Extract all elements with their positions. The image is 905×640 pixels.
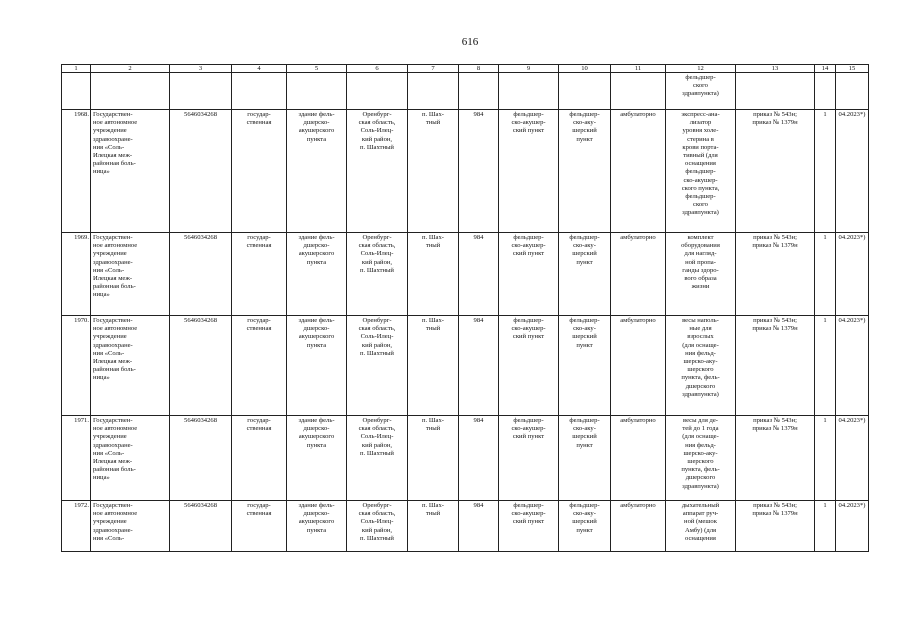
table-row — [62, 316, 869, 416]
organization-cell: Государствен- ное автономное учреждение здравоохране- ния «Соль- Илецкая меж- районная боль- ница» — [91, 110, 170, 233]
ownership-cell: государ- ственная — [232, 110, 287, 233]
row-number-cell: 1970. — [62, 316, 91, 416]
care-type-cell: амбулаторно — [611, 316, 666, 416]
column-number: 1 — [62, 65, 91, 73]
address-cell: Оренбург- ская область, Соль-Илец- кий район, п. Шахтный — [347, 416, 408, 501]
quantity-cell: 1 — [815, 316, 836, 416]
column-number-row — [62, 65, 869, 73]
equipment-cell: экспресс-ана- лизатор уровня холе- стерина в крови порта- тивный (для оснащения фельдшер- ско-акушер- ского пункта, фельдшер- ского здравпункта) — [666, 110, 736, 233]
column-number: 6 — [347, 65, 408, 73]
row-number-cell: 1971. — [62, 416, 91, 501]
order-cell: приказ № 543н; приказ № 1379н — [736, 501, 815, 552]
unit-cell: фельдшер- ско-аку- шерский пункт — [559, 110, 611, 233]
facility-type-cell: фельдшер- ско-акушер- ский пункт — [499, 110, 559, 233]
column-number: 2 — [91, 65, 170, 73]
date-cell: 04.2023*) — [836, 501, 869, 552]
inn-cell: 5646034268 — [170, 233, 232, 316]
unit-cell: фельдшер- ско-аку- шерский пункт — [559, 233, 611, 316]
settlement-cell: п. Шах- тный — [408, 416, 459, 501]
unit-cell: фельдшер- ско-аку- шерский пункт — [559, 316, 611, 416]
column-number: 3 — [170, 65, 232, 73]
building-cell: здание фель- дшерско- акушерского пункта — [287, 501, 347, 552]
address-cell: Оренбург- ская область, Соль-Илец- кий район, п. Шахтный — [347, 316, 408, 416]
inn-cell: 5646034268 — [170, 416, 232, 501]
quantity-cell: 1 — [815, 233, 836, 316]
inn-cell: 5646034268 — [170, 110, 232, 233]
organization-cell: Государствен- ное автономное учреждение здравоохране- ния «Соль- — [91, 501, 170, 552]
equipment-cell: дыхательный аппарат руч- ной (мешок Амбу) (для оснащения — [666, 501, 736, 552]
quantity-cell: 1 — [815, 110, 836, 233]
page-number: 616 — [461, 36, 479, 48]
quantity-cell: 1 — [815, 416, 836, 501]
order-cell: приказ № 543н; приказ № 1379н — [736, 416, 815, 501]
equipment-cell: фельдшер- ского здравпункта) — [666, 73, 736, 110]
building-cell: здание фель- дшерско- акушерского пункта — [287, 316, 347, 416]
order-cell: приказ № 543н; приказ № 1379н — [736, 316, 815, 416]
facility-type-cell: фельдшер- ско-акушер- ский пункт — [499, 416, 559, 501]
column-number: 11 — [611, 65, 666, 73]
care-type-cell: амбулаторно — [611, 416, 666, 501]
organization-cell: Государствен- ное автономное учреждение здравоохране- ния «Соль- Илецкая меж- районная боль- ница» — [91, 416, 170, 501]
care-type-cell: амбулаторно — [611, 110, 666, 233]
unit-cell: фельдшер- ско-аку- шерский пункт — [559, 416, 611, 501]
settlement-cell: п. Шах- тный — [408, 233, 459, 316]
date-cell: 04.2023*) — [836, 316, 869, 416]
column-number: 12 — [666, 65, 736, 73]
settlement-cell: п. Шах- тный — [408, 110, 459, 233]
address-cell: Оренбург- ская область, Соль-Илец- кий район, п. Шахтный — [347, 233, 408, 316]
column-number: 13 — [736, 65, 815, 73]
settlement-cell: п. Шах- тный — [408, 316, 459, 416]
date-cell: 04.2023*) — [836, 110, 869, 233]
equipment-cell: весы наполь- ные для взрослых (для оснаще- ния фельд- шерско-аку- шерского пункта, фель- дшерского здравпункта) — [666, 316, 736, 416]
table-row — [62, 501, 869, 552]
row-number-cell: 1972. — [62, 501, 91, 552]
building-cell: здание фель- дшерско- акушерского пункта — [287, 416, 347, 501]
building-cell: здание фель- дшерско- акушерского пункта — [287, 233, 347, 316]
table-row — [62, 110, 869, 233]
equipment-table — [61, 64, 869, 552]
population-cell: 984 — [459, 233, 499, 316]
unit-cell: фельдшер- ско-аку- шерский пункт — [559, 501, 611, 552]
address-cell: Оренбург- ская область, Соль-Илец- кий район, п. Шахтный — [347, 501, 408, 552]
ownership-cell: государ- ственная — [232, 501, 287, 552]
order-cell: приказ № 543н; приказ № 1379н — [736, 233, 815, 316]
organization-cell: Государствен- ное автономное учреждение здравоохране- ния «Соль- Илецкая меж- районная боль- ница» — [91, 233, 170, 316]
population-cell: 984 — [459, 501, 499, 552]
quantity-cell: 1 — [815, 501, 836, 552]
table-row — [62, 233, 869, 316]
population-cell: 984 — [459, 316, 499, 416]
ownership-cell: государ- ственная — [232, 233, 287, 316]
column-number: 7 — [408, 65, 459, 73]
order-cell: приказ № 543н; приказ № 1379н — [736, 110, 815, 233]
date-cell: 04.2023*) — [836, 233, 869, 316]
settlement-cell: п. Шах- тный — [408, 501, 459, 552]
facility-type-cell: фельдшер- ско-акушер- ский пункт — [499, 233, 559, 316]
inn-cell: 5646034268 — [170, 316, 232, 416]
population-cell: 984 — [459, 110, 499, 233]
address-cell: Оренбург- ская область, Соль-Илец- кий район, п. Шахтный — [347, 110, 408, 233]
facility-type-cell: фельдшер- ско-акушер- ский пункт — [499, 501, 559, 552]
row-number-cell: 1969. — [62, 233, 91, 316]
table-row — [62, 416, 869, 501]
ownership-cell: государ- ственная — [232, 416, 287, 501]
column-number: 10 — [559, 65, 611, 73]
column-number: 4 — [232, 65, 287, 73]
continuation-row — [62, 73, 869, 110]
column-number: 15 — [836, 65, 869, 73]
organization-cell: Государствен- ное автономное учреждение здравоохране- ния «Соль- Илецкая меж- районная боль- ница» — [91, 316, 170, 416]
date-cell: 04.2023*) — [836, 416, 869, 501]
column-number: 14 — [815, 65, 836, 73]
care-type-cell: амбулаторно — [611, 501, 666, 552]
column-number: 8 — [459, 65, 499, 73]
ownership-cell: государ- ственная — [232, 316, 287, 416]
care-type-cell: амбулаторно — [611, 233, 666, 316]
building-cell: здание фель- дшерско- акушерского пункта — [287, 110, 347, 233]
row-number-cell: 1968. — [62, 110, 91, 233]
equipment-cell: весы для де- тей до 1 года (для оснаще- ния фельд- шерско-аку- шерского пункта, фель- дшерского здравпункта) — [666, 416, 736, 501]
equipment-cell: комплект оборудования для нагляд- ной пропа- ганды здоро- вого образа жизни — [666, 233, 736, 316]
facility-type-cell: фельдшер- ско-акушер- ский пункт — [499, 316, 559, 416]
column-number: 5 — [287, 65, 347, 73]
column-number: 9 — [499, 65, 559, 73]
inn-cell: 5646034268 — [170, 501, 232, 552]
population-cell: 984 — [459, 416, 499, 501]
